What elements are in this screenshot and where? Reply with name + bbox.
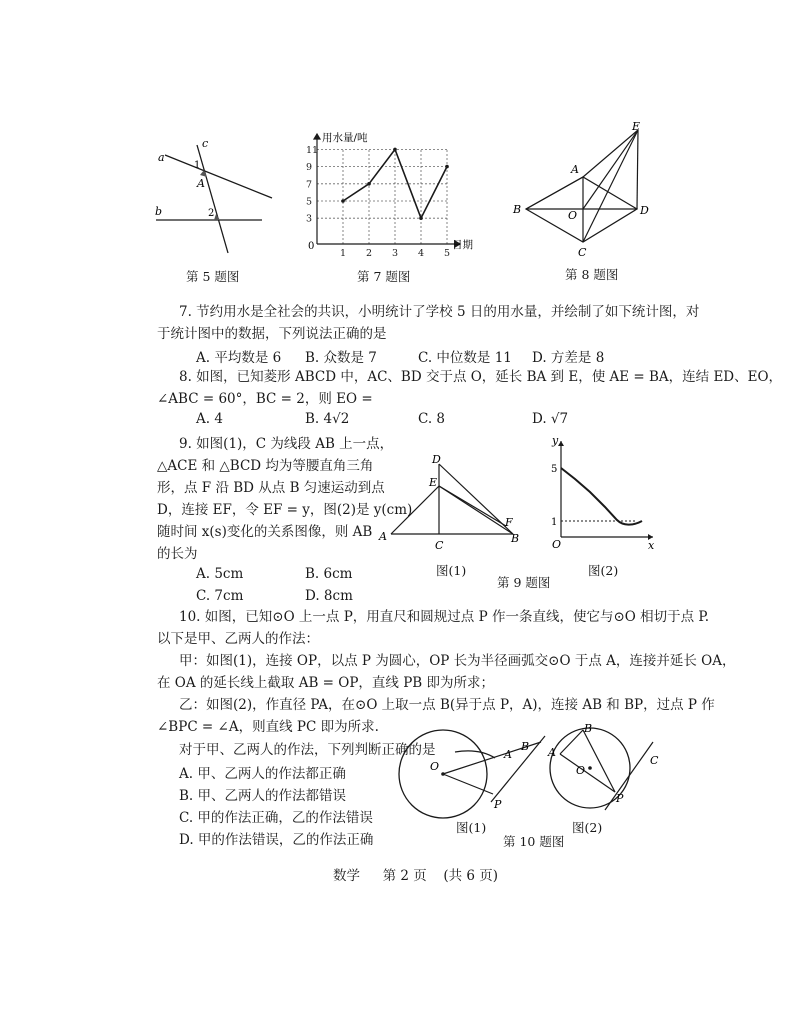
line-pc bbox=[605, 742, 653, 810]
footer-total: (共 6 页) bbox=[443, 868, 499, 884]
page-footer bbox=[333, 864, 498, 884]
y-axis-label: 用水量/吨 bbox=[322, 132, 368, 144]
fig5-caption: 第 5 题图 bbox=[186, 269, 240, 284]
label-C: C bbox=[650, 754, 659, 767]
center-o bbox=[441, 772, 445, 776]
q10-line5: 乙：如图(2)，作直径 PA，在⊙O 上取一点 B(异于点 P，A)，连接 AB 和 BP，过点 P 作 bbox=[179, 697, 715, 713]
label-C: C bbox=[578, 246, 587, 259]
q10-option-b: B. 甲、乙两人的作法都错误 bbox=[179, 788, 347, 804]
x-axis-label: 日期 bbox=[452, 239, 473, 251]
data-point bbox=[445, 165, 449, 169]
label-E: E bbox=[429, 476, 438, 489]
origin-label: 0 bbox=[308, 241, 315, 252]
label-A: A bbox=[197, 177, 205, 190]
diameter-pa bbox=[560, 754, 615, 792]
y-tick-label: 9 bbox=[306, 162, 313, 174]
label-b: b bbox=[155, 205, 163, 218]
label-y: y bbox=[552, 434, 559, 447]
label-O: O bbox=[576, 764, 586, 777]
label-O: O bbox=[568, 209, 578, 222]
q9-line4: D，连接 EF，令 EF = y，图(2)是 y(cm) bbox=[157, 502, 413, 518]
figure-10-1 bbox=[395, 728, 555, 828]
q9-line1: 9. 如图(1)，C 为线段 AB 上一点， bbox=[179, 436, 394, 452]
q9-line2: △ACE 和 △BCD 均为等腰直角三角 bbox=[157, 458, 374, 474]
q9-line5: 随时间 x(s)变化的关系图像，则 AB bbox=[157, 524, 373, 540]
x-tick-label: 1 bbox=[340, 248, 347, 259]
q7-option-b: B. 众数是 7 bbox=[305, 350, 377, 366]
x-tick-label: 4 bbox=[418, 248, 425, 259]
center-o bbox=[588, 766, 592, 770]
y-axis-arrow bbox=[314, 134, 320, 139]
data-point bbox=[419, 216, 423, 220]
q7-line1: 7. 节约用水是全社会的共识，小明统计了学校 5 日的用水量，并绘制了如下统计图，对 bbox=[179, 304, 700, 320]
label-E: E bbox=[632, 120, 641, 133]
segment-ba bbox=[526, 177, 583, 209]
data-point bbox=[393, 148, 397, 152]
y-tick-label: 3 bbox=[306, 213, 313, 225]
label-a: a bbox=[158, 151, 165, 164]
q7-option-a: A. 平均数是 6 bbox=[196, 350, 282, 366]
q10-line1: 10. 如图，已知⊙O 上一点 P，用直尺和圆规过点 P 作一条直线，使它与⊙O 相切于点 P. bbox=[179, 609, 710, 625]
label-F: F bbox=[505, 516, 513, 529]
footer-page: 第 2 页 bbox=[382, 868, 427, 884]
fig7-caption: 第 7 题图 bbox=[357, 269, 411, 284]
fig9-1-caption: 图(1) bbox=[436, 563, 467, 578]
q10-option-d: D. 甲的作法错误，乙的作法正确 bbox=[179, 832, 374, 848]
fig9-caption: 第 9 题图 bbox=[497, 575, 551, 590]
label-P: P bbox=[494, 798, 502, 811]
tick-1: 1 bbox=[551, 517, 558, 528]
tick-5: 5 bbox=[551, 464, 558, 475]
figure-5 bbox=[150, 135, 275, 255]
figure-7-chart bbox=[300, 130, 485, 260]
q8-option-b: B. 4√2 bbox=[305, 411, 350, 427]
label-A: A bbox=[571, 163, 579, 176]
label-B: B bbox=[521, 740, 530, 753]
arc-from-p bbox=[455, 751, 495, 758]
segment-eb bbox=[439, 486, 513, 534]
q8-option-a: A. 4 bbox=[196, 411, 223, 427]
fig10-2-caption: 图(2) bbox=[572, 820, 603, 835]
q10-line2: 以下是甲、乙两人的作法： bbox=[157, 631, 319, 647]
footer-subject: 数学 bbox=[333, 868, 360, 884]
label-D: D bbox=[432, 453, 441, 466]
q9-option-b: B. 6cm bbox=[305, 566, 353, 582]
fig10-1-caption: 图(1) bbox=[456, 820, 487, 835]
figure-9-2 bbox=[545, 433, 660, 553]
fig9-2-caption: 图(2) bbox=[588, 563, 619, 578]
line-a bbox=[165, 155, 272, 198]
q9-option-a: A. 5cm bbox=[196, 566, 244, 582]
data-point bbox=[367, 182, 371, 186]
segment-bp bbox=[583, 730, 615, 792]
label-c: c bbox=[202, 137, 209, 150]
q7-option-d: D. 方差是 8 bbox=[532, 350, 605, 366]
label-B: B bbox=[511, 532, 520, 545]
segment-ab bbox=[560, 730, 583, 754]
q10-option-a: A. 甲、乙两人的作法都正确 bbox=[179, 766, 346, 782]
segment-ae bbox=[391, 486, 439, 534]
label-A: A bbox=[504, 748, 512, 761]
segment-ed bbox=[637, 130, 638, 209]
q9-option-c: C. 7cm bbox=[196, 588, 244, 604]
figure-9-1 bbox=[375, 450, 525, 555]
q10-line3: 甲：如图(1)，连接 OP，以点 P 为圆心，OP 长为半径画弧交⊙O 于点 A，连接并延长 OA， bbox=[179, 653, 736, 669]
q10-line4: 在 OA 的延长线上截取 AB = OP，直线 PB 即为所求； bbox=[157, 675, 494, 691]
label-B: B bbox=[584, 722, 593, 735]
x-tick-label: 2 bbox=[366, 248, 373, 259]
q9-line3: 形，点 F 沿 BD 从点 B 匀速运动到点 bbox=[157, 480, 385, 496]
y-tick-label: 5 bbox=[306, 196, 313, 208]
q8-option-d: D. √7 bbox=[532, 411, 569, 427]
q8-option-c: C. 8 bbox=[418, 411, 446, 427]
label-A: A bbox=[548, 746, 556, 759]
figure-10-2 bbox=[540, 722, 665, 822]
label-C: C bbox=[435, 539, 444, 552]
q9-option-d: D. 8cm bbox=[305, 588, 353, 604]
line-pb bbox=[491, 736, 545, 802]
q7-line2: 于统计图中的数据，下列说法正确的是 bbox=[157, 326, 387, 342]
label-B: B bbox=[513, 203, 522, 216]
label-2: 2 bbox=[208, 208, 215, 219]
label-P: P bbox=[616, 792, 624, 805]
label-x: x bbox=[648, 539, 655, 552]
y-tick-label: 11 bbox=[306, 144, 319, 156]
q10-question: 对于甲、乙两人的作法，下列判断正确的是 bbox=[179, 742, 436, 758]
line-c bbox=[197, 145, 228, 253]
x-tick-label: 3 bbox=[392, 248, 399, 259]
fig8-caption: 第 8 题图 bbox=[565, 267, 619, 282]
q10-option-c: C. 甲的作法正确，乙的作法错误 bbox=[179, 810, 373, 826]
function-curve bbox=[561, 468, 642, 525]
label-origin: O bbox=[552, 538, 562, 551]
label-1: 1 bbox=[194, 160, 201, 171]
x-tick-label: 5 bbox=[444, 248, 451, 259]
q8-line1: 8. 如图，已知菱形 ABCD 中，AC、BD 交于点 O，延长 BA 到 E，使 AE = BA，连结 ED、EO， bbox=[179, 369, 783, 385]
figure-8 bbox=[510, 120, 660, 260]
label-O: O bbox=[430, 760, 440, 773]
y-tick-label: 7 bbox=[306, 179, 313, 191]
label-D: D bbox=[640, 204, 649, 217]
q8-line2: ∠ABC = 60°，BC = 2，则 EO = bbox=[157, 391, 373, 407]
data-point bbox=[341, 199, 345, 203]
q9-line6: 的长为 bbox=[157, 546, 198, 562]
fig10-caption: 第 10 题图 bbox=[503, 834, 565, 849]
q10-line6: ∠BPC = ∠A，则直线 PC 即为所求. bbox=[157, 719, 379, 735]
label-A: A bbox=[379, 530, 387, 543]
q7-option-c: C. 中位数是 11 bbox=[418, 350, 512, 366]
y-axis-arrow bbox=[558, 441, 564, 446]
